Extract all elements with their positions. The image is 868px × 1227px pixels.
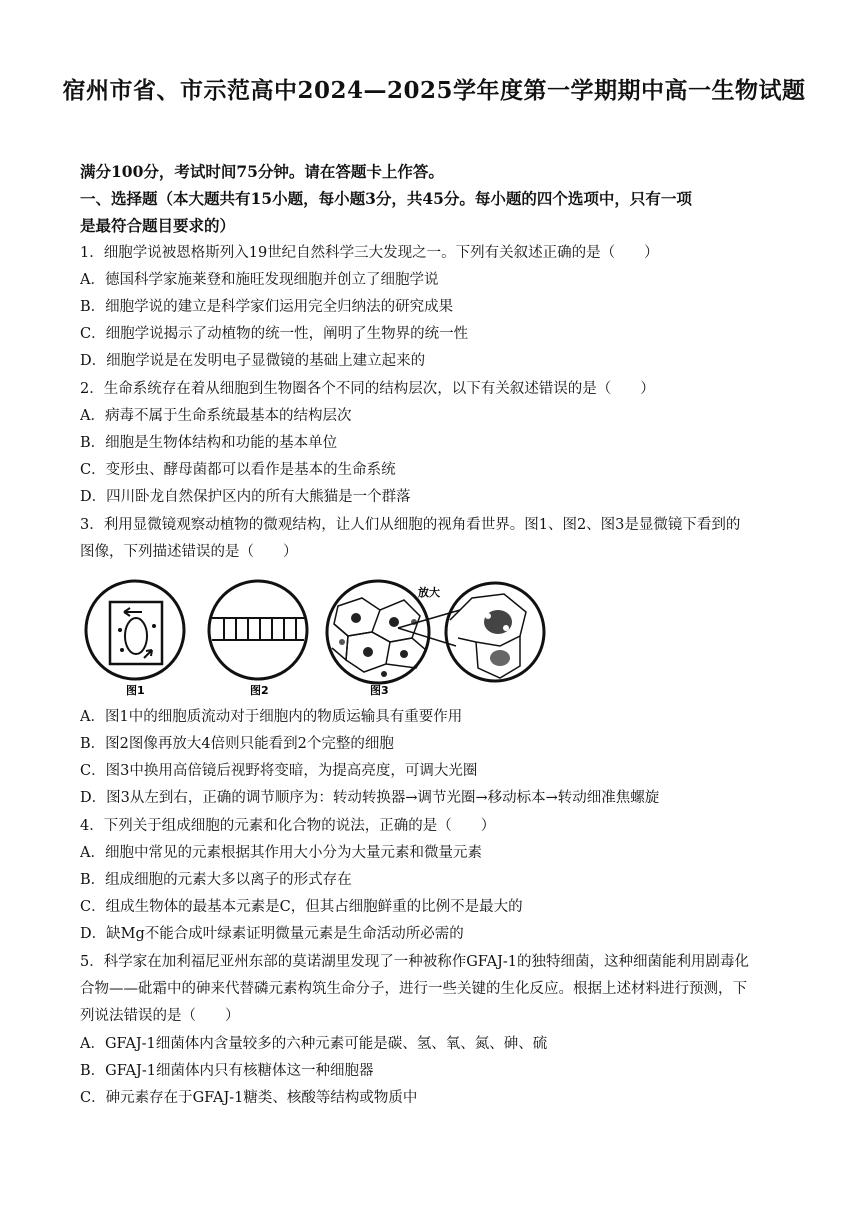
- figure-1-label: 图1: [126, 684, 145, 697]
- q3-option-c: C．图3中换用高倍镜后视野将变暗，为提高亮度，可调大光圈: [80, 763, 478, 779]
- q4-option-c: C．组成生物体的最基本元素是C，但其占细胞鲜重的比例不是最大的: [80, 899, 523, 915]
- q2-option-c: C．变形虫、酵母菌都可以看作是基本的生命系统: [80, 462, 396, 478]
- q5-option-c: C．砷元素存在于GFAJ-1糖类、核酸等结构或物质中: [80, 1090, 418, 1106]
- page-title: 宿州市省、市示范高中2024—2025学年度第一学期期中高一生物试题: [62, 77, 806, 104]
- figure-3-label: 图3: [370, 684, 389, 697]
- q1-option-a: A．德国科学家施莱登和施旺发现细胞并创立了细胞学说: [80, 272, 439, 288]
- q1-option-b: B．细胞学说的建立是科学家们运用完全归纳法的研究成果: [80, 299, 454, 315]
- q2-option-a: A．病毒不属于生命系统最基本的结构层次: [80, 408, 352, 424]
- zoom-label: 放大: [418, 586, 440, 599]
- q1-option-d: D．细胞学说是在发明电子显微镜的基础上建立起来的: [80, 353, 426, 369]
- figure-3: [327, 581, 544, 697]
- exam-note: 满分100分，考试时间75分钟。请在答题卡上作答。: [80, 162, 444, 181]
- q1-option-c: C．细胞学说揭示了动植物的统一性，阐明了生物界的统一性: [80, 326, 469, 342]
- q4-option-a: A．细胞中常见的元素根据其作用大小分为大量元素和微量元素: [80, 845, 482, 861]
- microscope-figures: [80, 576, 550, 700]
- q5-stem-line3: 列说法错误的是（ ）: [80, 1008, 240, 1024]
- q5-option-b: B．GFAJ-1细菌体内只有核糖体这一种细胞器: [80, 1063, 374, 1079]
- figure-2-label: 图2: [250, 684, 269, 697]
- q5-stem-line1: 5．科学家在加利福尼亚州东部的莫诺湖里发现了一种被称作GFAJ-1的独特细菌，这种细菌能利用剧毒化: [80, 954, 750, 970]
- section-heading-line2: 是最符合题目要求的）: [80, 216, 236, 235]
- section-heading-line1: 一、选择题（本大题共有15小题，每小题3分，共45分。每小题的四个选项中，只有一项: [80, 189, 692, 208]
- q4-option-b: B．组成细胞的元素大多以离子的形式存在: [80, 872, 352, 888]
- figure-2: [209, 581, 307, 697]
- q2-option-b: B．细胞是生物体结构和功能的基本单位: [80, 435, 338, 451]
- q3-stem-line2: 图像，下列描述错误的是（ ）: [80, 544, 298, 560]
- q2-option-d: D．四川卧龙自然保护区内的所有大熊猫是一个群落: [80, 489, 411, 505]
- q5-stem-line2: 合物——砒霜中的砷来代替磷元素构筑生命分子，进行一些关键的生化反应。根据上述材料进行预测，下: [80, 981, 747, 997]
- q1-stem: 1．细胞学说被恩格斯列入19世纪自然科学三大发现之一。下列有关叙述正确的是（ ）: [80, 245, 659, 261]
- q2-stem: 2．生命系统存在着从细胞到生物圈各个不同的结构层次，以下有关叙述错误的是（ ）: [80, 381, 655, 397]
- q3-stem-line1: 3．利用显微镜观察动植物的微观结构，让人们从细胞的视角看世界。图1、图2、图3是显微镜下看到的: [80, 517, 741, 533]
- q5-option-a: A．GFAJ-1细菌体内含量较多的六种元素可能是碳、氢、氧、氮、砷、硫: [80, 1036, 548, 1052]
- q3-option-a: A．图1中的细胞质流动对于细胞内的物质运输具有重要作用: [80, 709, 463, 725]
- q4-option-d: D．缺Mg不能合成叶绿素证明微量元素是生命活动所必需的: [80, 926, 464, 942]
- q3-option-d: D．图3从左到右，正确的调节顺序为：转动转换器→调节光圈→移动标本→转动细准焦螺旋: [80, 790, 660, 806]
- q4-stem: 4．下列关于组成细胞的元素和化合物的说法，正确的是（ ）: [80, 818, 496, 834]
- q3-option-b: B．图2图像再放大4倍则只能看到2个完整的细胞: [80, 736, 394, 752]
- figure-1: [86, 581, 184, 697]
